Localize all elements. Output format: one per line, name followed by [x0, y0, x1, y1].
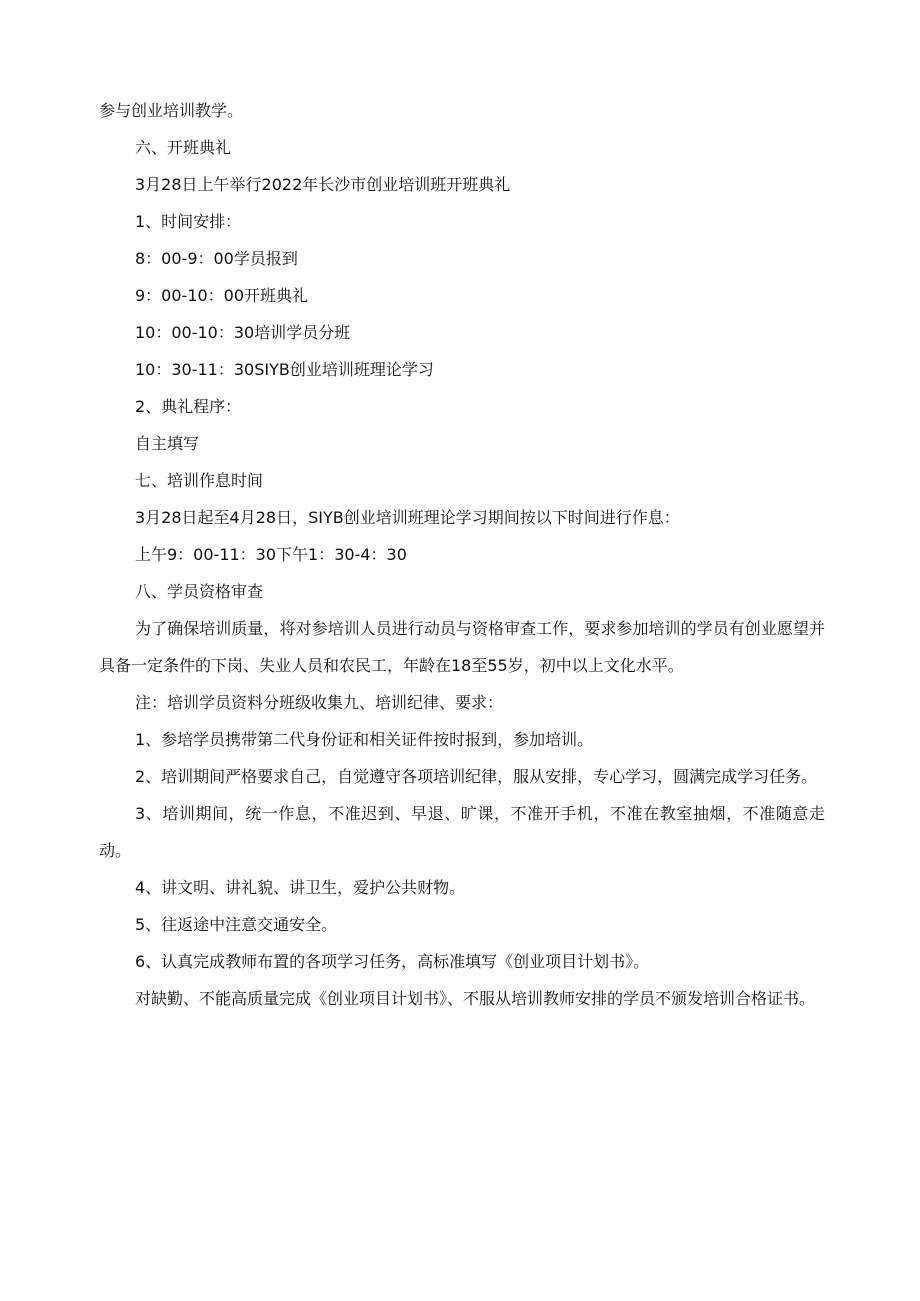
- paragraph-rule-5: 5、往返途中注意交通安全。: [135, 915, 338, 934]
- section-heading-schedule: 七、培训作息时间: [135, 471, 264, 490]
- section-heading-qualification: 八、学员资格审查: [135, 582, 264, 601]
- text-line-study-period: 3月28日起至4月28日，SIYB创业培训班理论学习期间按以下时间进行作息：: [135, 508, 680, 527]
- text-line-ceremony-date: 3月28日上午举行2022年长沙市创业培训班开班典礼: [135, 175, 511, 194]
- paragraph-rule-1: 1、参培学员携带第二代身份证和相关证件按时报到，参加培训。: [135, 730, 594, 749]
- text-line-procedure-heading: 2、典礼程序：: [135, 397, 242, 416]
- text-line-schedule-2: 9：00-10：00开班典礼: [135, 286, 309, 305]
- text-line-schedule-4: 10：30-11：30SIYB创业培训班理论学习: [135, 360, 434, 379]
- text-line-procedure-fill: 自主填写: [135, 434, 200, 453]
- paragraph-rule-4: 4、讲文明、讲礼貌、讲卫生，爱护公共财物。: [135, 878, 466, 897]
- section-heading-opening-ceremony: 六、开班典礼: [135, 138, 232, 157]
- paragraph-rule-2: 2、培训期间严格要求自己，自觉遵守各项培训纪律，服从安排，专心学习，圆满完成学习任务。: [135, 767, 818, 786]
- paragraph-rule-6: 6、认真完成教师布置的各项学习任务，高标准填写《创业项目计划书》。: [135, 952, 650, 971]
- text-line-hours: 上午9：00-11：30下午1：30-4：30: [135, 545, 407, 564]
- paragraph-rule-3: 3、培训期间，统一作息，不准迟到、早退、旷课，不准开手机，不准在教室抽烟，不准随意走动。: [99, 804, 825, 860]
- document-body: [99, 92, 829, 1017]
- text-line-schedule-3: 10：00-10：30培训学员分班: [135, 323, 351, 342]
- paragraph-closing: 对缺勤、不能高质量完成《创业项目计划书》、不服从培训教师安排的学员不颁发培训合格证书。: [135, 989, 816, 1008]
- text-line-intro: 参与创业培训教学。: [99, 101, 244, 120]
- paragraph-note: 注：培训学员资料分班级收集九、培训纪律、要求：: [135, 693, 504, 712]
- text-line-schedule-heading: 1、时间安排：: [135, 212, 242, 231]
- paragraph-qualification: 为了确保培训质量，将对参培训人员进行动员与资格审查工作，要求参加培训的学员有创业愿望并具备一定条件的下岗、失业人员和农民工，年龄在18至55岁，初中以上文化水平。: [99, 619, 825, 675]
- text-line-schedule-1: 8：00-9：00学员报到: [135, 249, 298, 268]
